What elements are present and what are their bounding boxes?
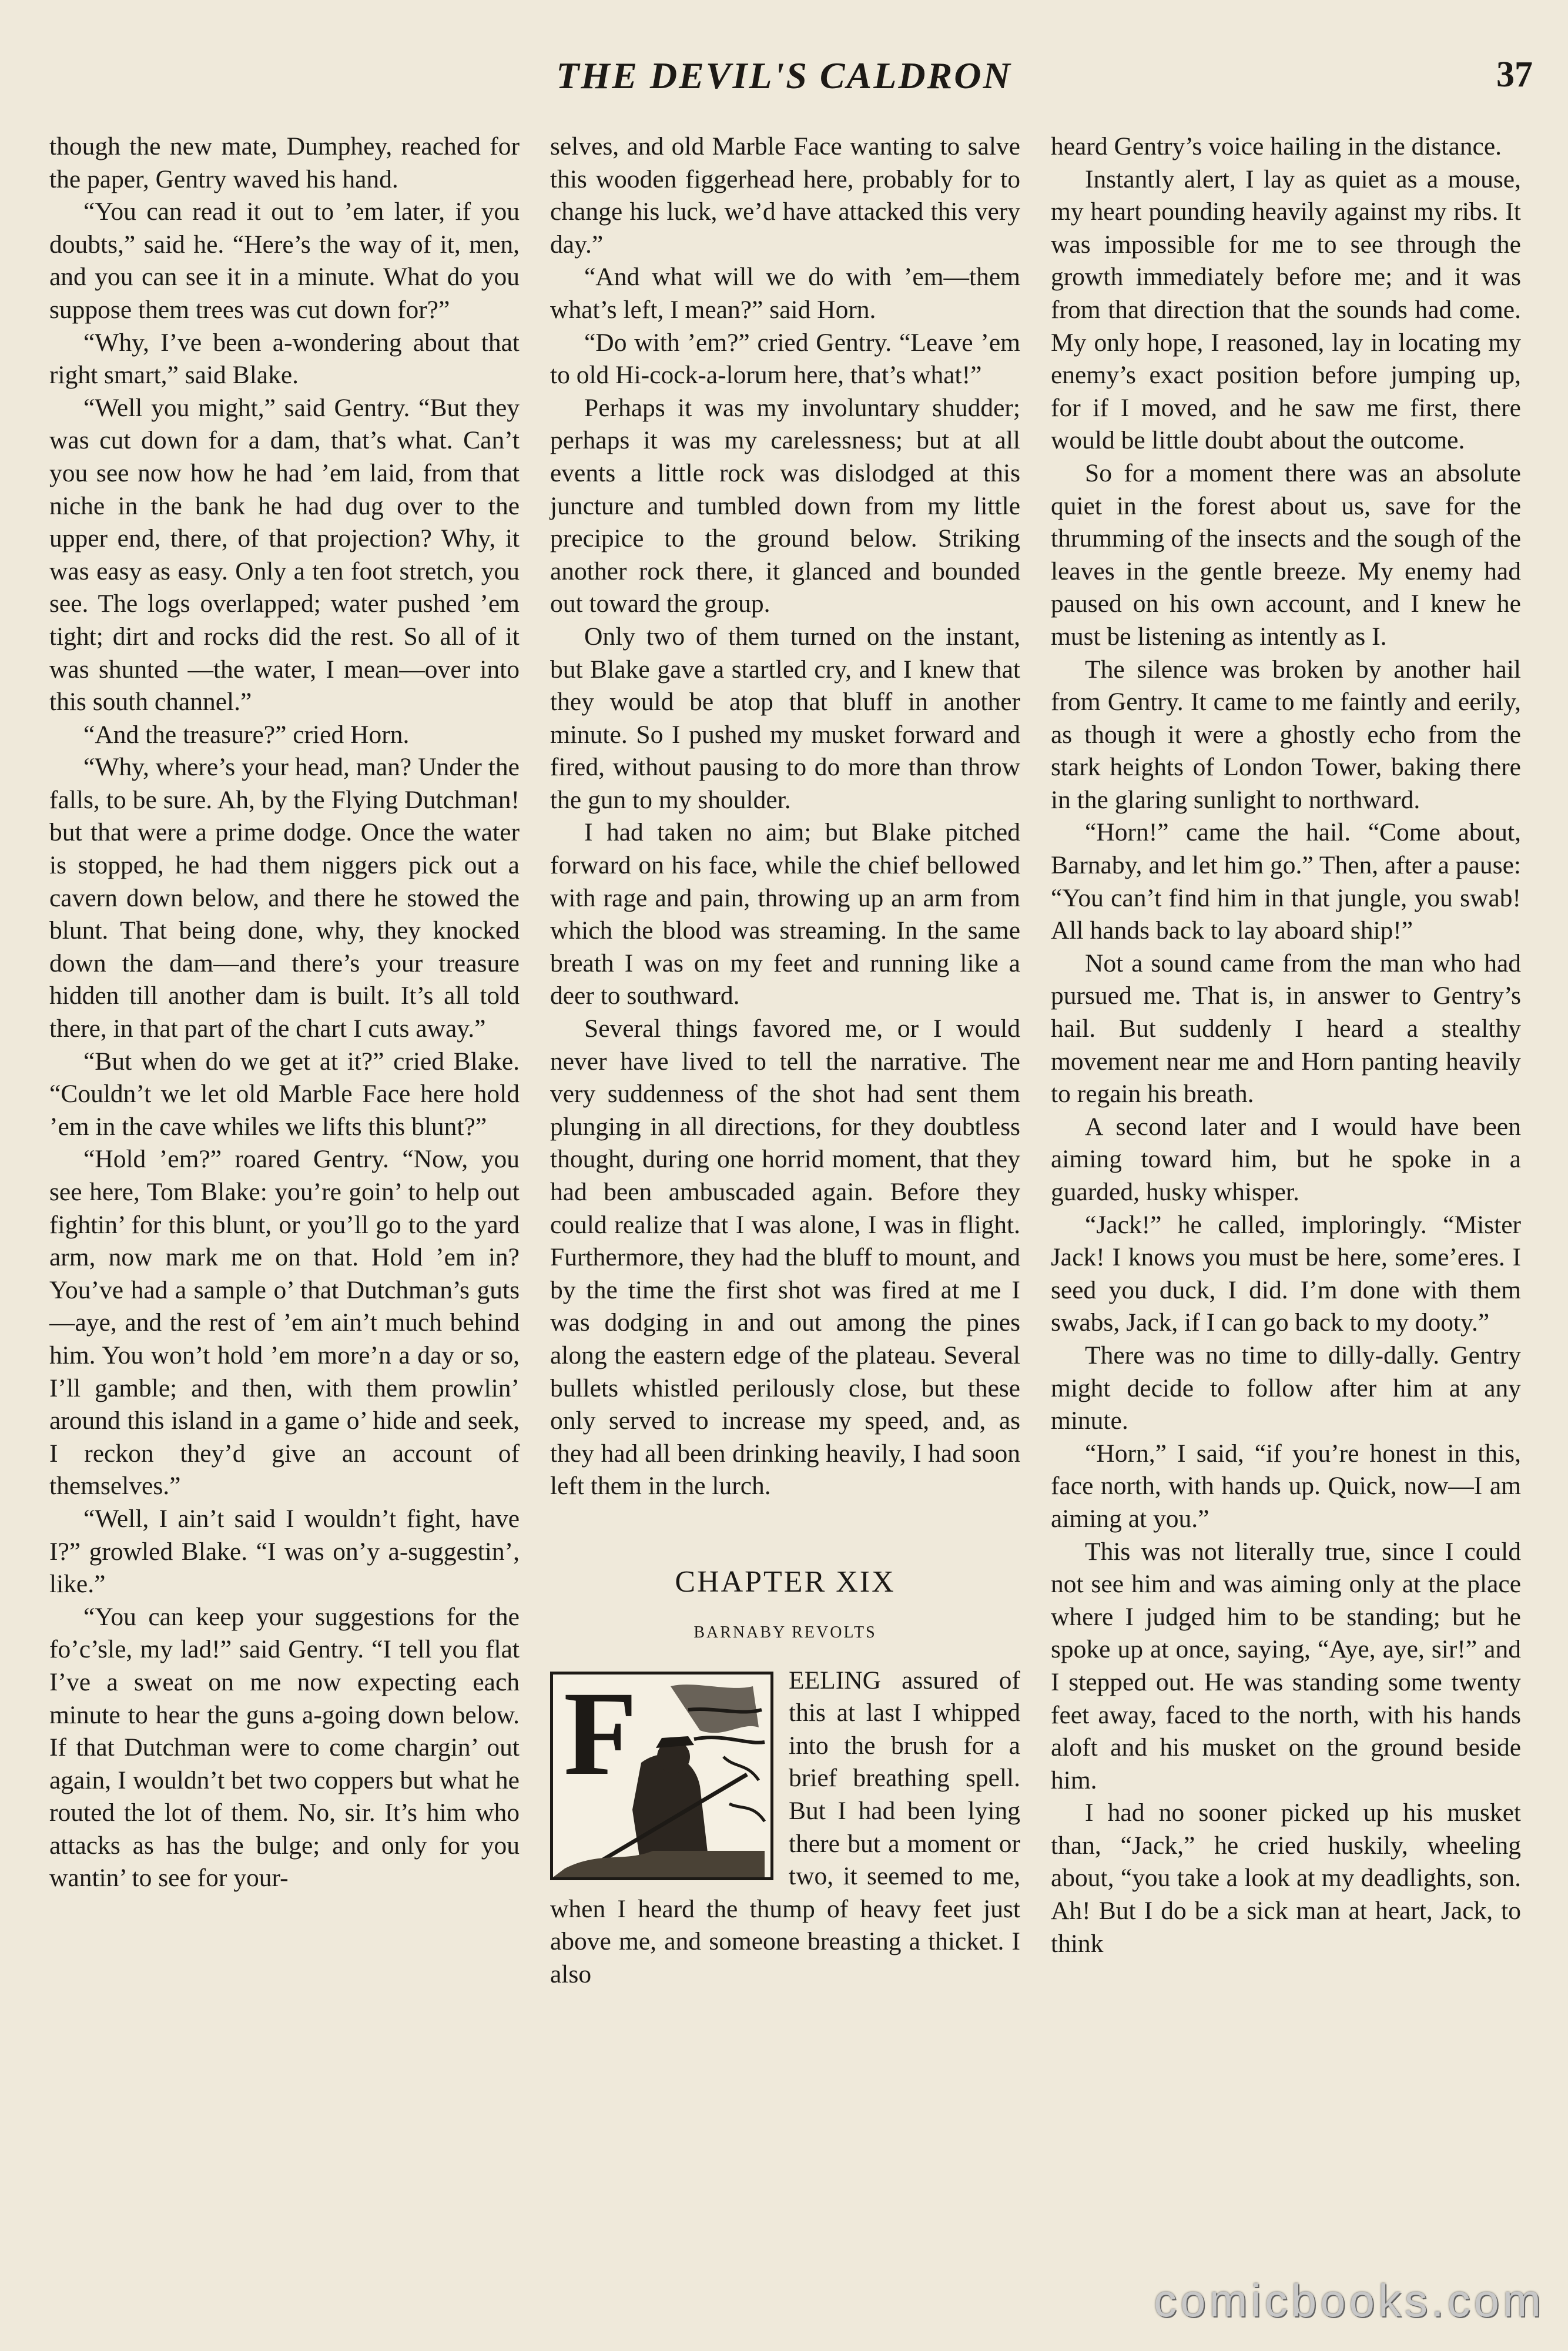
paragraph: “But when do we get at it?” cried Blake. “Couldn’t we let old Marble Face here hold ’em in the cave whiles we lifts this blunt?”	[49, 1047, 520, 1141]
paragraph: “Jack!” he called, imploringly. “Mister Jack! I knows you must be here, some’eres. I seed you duck, I did. I’m done with them swabs, Jack, if I can go back to my dooty.”	[1051, 1210, 1521, 1337]
running-title: THE DEVIL'S CALDRON	[556, 55, 1012, 96]
paragraph: I had taken no aim; but Blake pitched forward on his face, while the chief bellowed with rage and pain, throwing up an arm from which the blood was streaming. In the same breath I was on my feet and running like a deer to southward.	[550, 818, 1020, 1010]
paragraph: “Do with ’em?” cried Gentry. “Leave ’em to old Hi-cock-a-lorum here, that’s what!”	[550, 328, 1020, 390]
paragraph: Not a sound came from the man who had pursued me. That is, in answer to Gentry’s hail. But suddenly I heard a stealthy movement near me and Horn panting heavily to regain his breath.	[1051, 949, 1521, 1108]
paragraph: This was not literally true, since I could not see him and was aiming only at the place where I judged him to be standing; but he spoke up at once, saying, “Aye, aye, sir!” and I stepped out. He was standing some twenty feet away, faced to the north, with his hands aloft and his musket on the ground beside him.	[1051, 1537, 1521, 1794]
paragraph: Several things favored me, or I would never have lived to tell the narrative. The very suddenness of the shot had sent them plunging in all directions, for they doubtless thought, during one horrid moment, that they had been ambuscaded again. Before they could realize that I was alone, I was in flight. Furthermore, they had the bluff to mount, and by the time the first shot was fired at me I was dodging in and out among the pines along the eastern edge of the plateau. Several bullets whistled perilously close, but these only served to increase my speed, and, as they had all been drinking heavily, I had soon left them in the lurch.	[550, 1014, 1020, 1501]
text-column-1	[49, 130, 520, 1895]
paragraph: “Hold ’em?” roared Gentry. “Now, you see here, Tom Blake: you’re goin’ to help out fightin’ for this blunt, or you’ll go to the yard arm, now mark me on that. Hold ’em in? You’ve had a sample o’ that Dutchman’s guts —aye, and the rest of ’em ain’t much behind him. You won’t hold ’em more’n a day or so, I’ll gamble; and then, with them prowlin’ around this island in a game o’ hide and seek, I reckon they’d give an account of themselves.”	[49, 1145, 520, 1501]
paragraph: “Why, where’s your head, man? Under the falls, to be sure. Ah, by the Flying Dutchman! but that were a prime dodge. Once the water is stopped, he had them niggers pick out a cavern down below, and there he stowed the blunt. That being done, why, they knocked down the dam—and there’s your treasure hidden till another dam is built. It’s all told there, in that part of the chart I cuts away.”	[49, 753, 520, 1043]
chapter-heading: CHAPTER XIX	[675, 1565, 896, 1599]
chapter-subtitle: BARNABY REVOLTS	[693, 1623, 877, 1642]
paragraph: So for a moment there was an absolute quiet in the forest about us, save for the thrumming of the insects and the sough of the leaves in the gentle breeze. My enemy had paused on his own account, and I knew he must be listening as intently as I.	[1051, 458, 1521, 651]
paragraph: There was no time to dilly-dally. Gentry might decide to follow after him at any minute.	[1051, 1341, 1521, 1435]
paragraph: selves, and old Marble Face wanting to salve this wooden figgerhead here, probably for to change his luck, we’d have attacked this very day.”	[550, 132, 1020, 259]
page-number: 37	[1496, 55, 1533, 95]
paragraph: “You can keep your suggestions for the fo’c’sle, my lad!” said Gentry. “I tell you flat I’ve a sweat on me now expecting each minute to hear the guns a-going down below. If that Dutchman were to come chargin’ out again, I wouldn’t bet two coppers but what he routed the lot of them. No, sir. It’s him who attacks as has the bulge; and only for you wantin’ to see for your-	[49, 1602, 520, 1893]
drop-cap-letter: F	[564, 1671, 638, 1800]
paragraph: heard Gentry’s voice hailing in the distance.	[1051, 132, 1502, 160]
paragraph: A second later and I would have been aiming toward him, but he spoke in a guarded, husky whisper.	[1051, 1112, 1521, 1206]
paragraph: “Well, I ain’t said I wouldn’t fight, have I?” growled Blake. “I was on’y a-suggestin’, like.”	[49, 1504, 520, 1599]
text-column-2	[550, 130, 1020, 1991]
chapter-opening-paragraph	[550, 1665, 1020, 1991]
paragraph: “And what will we do with ’em—them what’s left, I mean?” said Horn.	[550, 263, 1020, 324]
paragraph: I had no sooner picked up his musket than, “Jack,” he cried huskily, wheeling about, “you take a look at my deadlights, son. Ah! But I do be a sick man at heart, Jack, to think	[1051, 1799, 1521, 1958]
paragraph: Instantly alert, I lay as quiet as a mouse, my heart pounding heavily against my ribs. It was impossible for me to see through the growth immediately before me; and it was from that direction that the sounds had come. My only hope, I reasoned, lay in locating my enemy’s exact position before jumping up, for if I moved, and he saw me first, there would be little doubt about the outcome.	[1051, 165, 1521, 455]
paragraph: “And the treasure?” cried Horn.	[83, 720, 410, 749]
paragraph: “Horn!” came the hail. “Come about, Barnaby, and let him go.” Then, after a pause: “You can’t find him in that jungle, you swab! All hands back to lay aboard ship!”	[1051, 818, 1521, 945]
paragraph: “Well you might,” said Gentry. “But they was cut down for a dam, that’s what. Can’t you see now how he had ’em laid, from that niche in the bank he had dug over to the upper end, there, of that projection? Why, it was easy as easy. Only a ten foot stretch, you see. The logs overlapped; water pushed ’em tight; dirt and rocks did the rest. So all of it was shunted —the water, I mean—over into this south channel.”	[49, 393, 520, 716]
paragraph: though the new mate, Dumphey, reached for the paper, Gentry waved his hand.	[49, 132, 520, 193]
watermark: comicbooks.com	[1154, 2275, 1544, 2326]
paragraph: The silence was broken by another hail from Gentry. It came to me faintly and eerily, as though it were a ghostly echo from the stark heights of London Tower, baking there in the glaring sunlight to northward.	[1051, 655, 1521, 814]
paragraph: Perhaps it was my involuntary shudder; perhaps it was my carelessness; but at all events a little rock was dislodged at this juncture and tumbled down from my little precipice to the ground below. Striking another rock there, it glanced and bounded out toward the group.	[550, 393, 1020, 618]
drop-cap-illustration	[550, 1672, 773, 1880]
paragraph: Only two of them turned on the instant, but Blake gave a startled cry, and I knew that they would be atop that bluff in another minute. So I pushed my musket forward and fired, without pausing to do more than throw the gun to my shoulder.	[550, 622, 1020, 814]
text-column-3	[1051, 130, 1521, 1960]
paragraph: “Why, I’ve been a-wondering about that right smart,” said Blake.	[49, 328, 520, 390]
paragraph: “Horn,” I said, “if you’re honest in this, face north, with hands up. Quick, now—I am aiming at you.”	[1051, 1439, 1521, 1533]
chapter-opening-text: EELING assured of this at last I whipped into the brush for a brief breathing spell. But I had been lying there but a moment or two, it seemed to me, when I heard the thump of heavy feet just above me, and someone breasting a thicket. I also	[550, 1666, 1020, 1988]
paragraph: “You can read it out to ’em later, if you doubts,” said he. “Here’s the way of it, men, and you can see it in a minute. What do you suppose them trees was cut down for?”	[49, 197, 520, 324]
